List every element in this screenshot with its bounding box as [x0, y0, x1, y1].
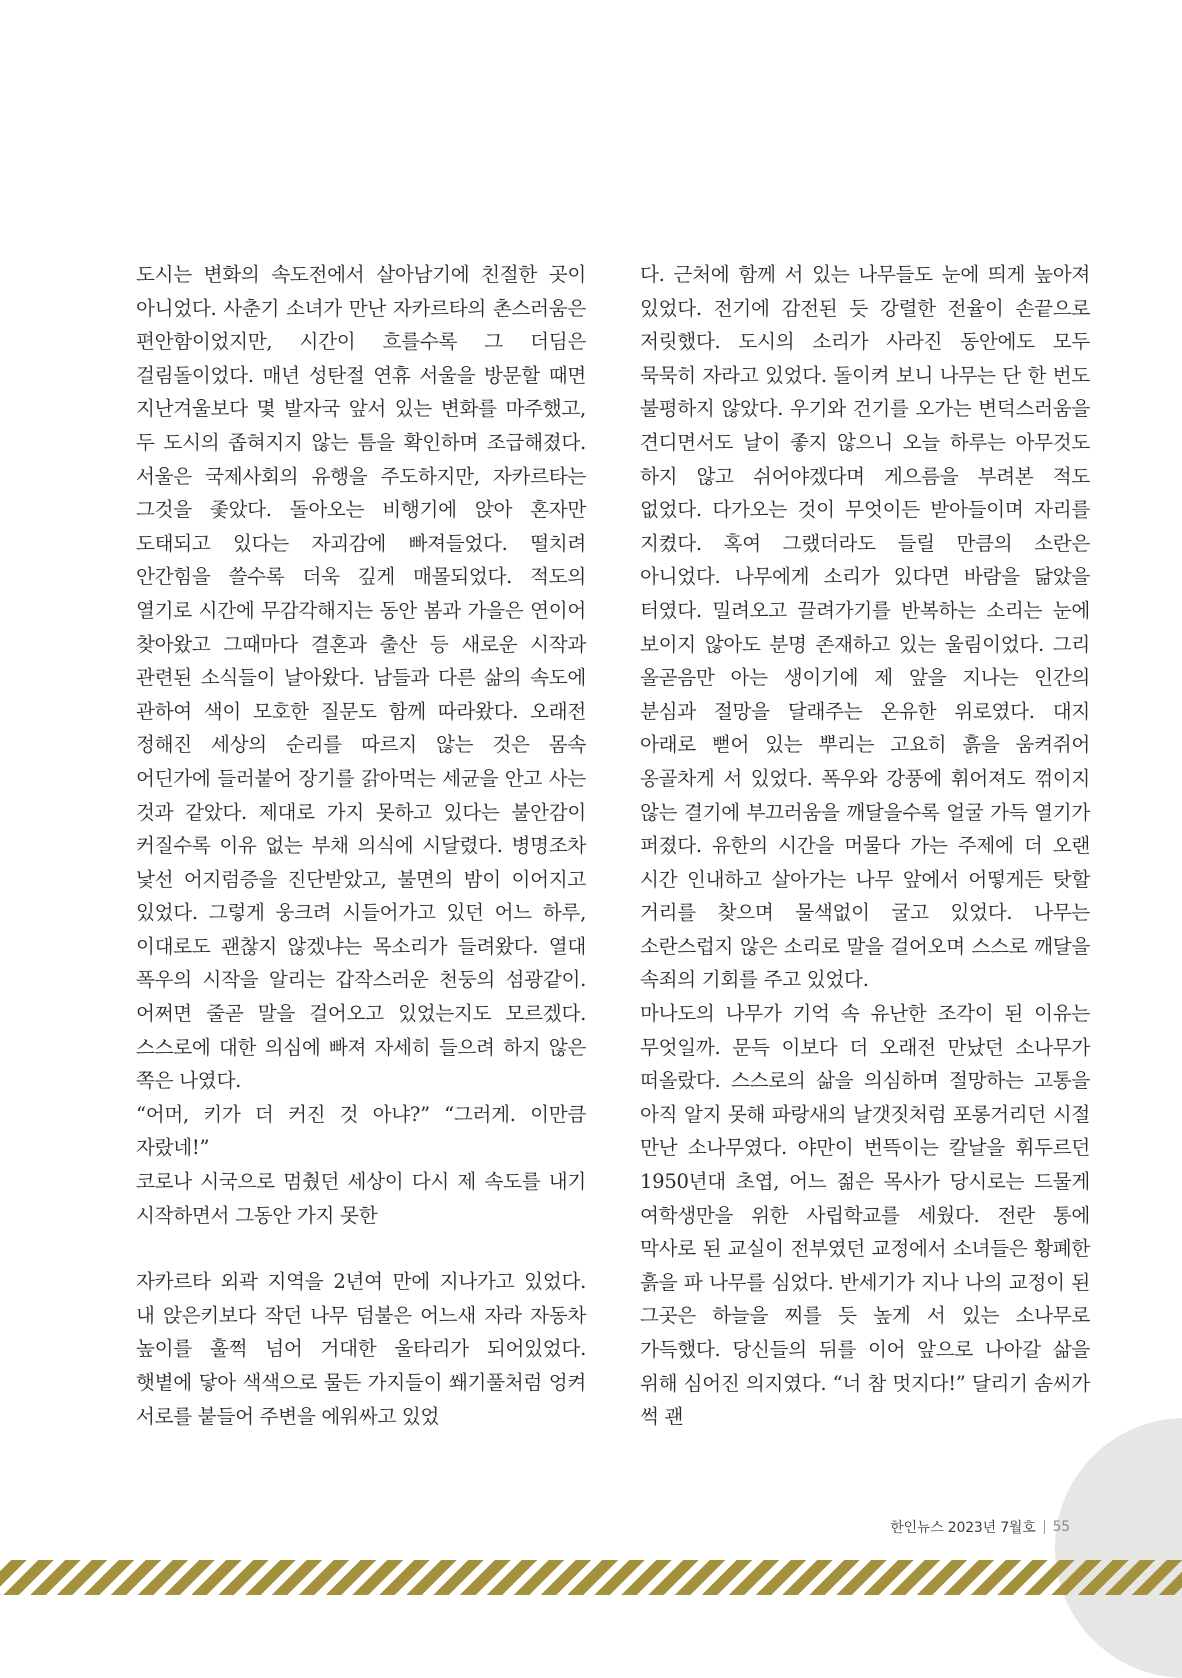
decorative-corner-circle [1052, 1418, 1182, 1678]
article-paragraph: 도시는 변화의 속도전에서 살아남기에 친절한 곳이 아니었다. 사춘기 소녀가 만난 자카르타의 촌스러움은 편안함이었지만, 시간이 흐를수록 그 더딤은 걸림돌이었다. 매년 성탄절 연휴 서울을 방문할 때면 지난겨울보다 몇 발자국 앞서 있는 변화를 마주했고, 두 도시의 좁혀지지 않는 틈을 확인하며 조급해졌다. 서울은 국제사회의 유행을 주도하지만, 자카르타는 그것을 좇았다. 돌아오는 비행기에 앉아 혼자만 도태되고 있다는 자괴감에 빠져들었다. 떨치려 안간힘을 쓸수록 더욱 깊게 매몰되었다. 적도의 열기로 시간에 무감각해지는 동안 봄과 가을은 연이어 찾아왔고 그때마다 결혼과 출산 등 새로운 시작과 관련된 소식들이 날아왔다. 남들과 다른 삶의 속도에 관하여 색이 모호한 질문도 함께 따라왔다. 오래전 정해진 세상의 순리를 따르지 않는 것은 몸속 어딘가에 들러붙어 장기를 갉아먹는 세균을 안고 사는 것과 같았다. 제대로 가지 못하고 있다는 불안감이 커질수록 이유 없는 부채 의식에 시달렸다. 병명조차 낯선 어지럼증을 진단받았고, 불면의 밤이 이어지고 있었다. 그렇게 웅크려 시들어가고 있던 어느 하루, 이대로도 괜찮지 않겠냐는 목소리가 들려왔다. 열대 폭우의 시작을 알리는 갑작스러운 천둥의 섬광같이. 어쩌면 줄곧 말을 걸어오고 있었는지도 모르겠다. 스스로에 대한 의심에 빠져 자세히 들으려 하지 않은 쪽은 나였다. [136, 263, 586, 1093]
publication-name: 한인뉴스 2023년 7월호 [890, 1520, 1036, 1536]
footer-divider [1044, 1520, 1045, 1534]
paragraph-gap [136, 1232, 586, 1265]
article-paragraph: 코로나 시국으로 멈췄던 세상이 다시 제 속도를 내기 시작하면서 그동안 가지 못한 [136, 1170, 586, 1227]
article-left-column [136, 258, 586, 1433]
article-paragraph: 자카르타 외곽 지역을 2년여 만에 지나가고 있었다. 내 앉은키보다 작던 나무 덤불은 어느새 자라 자동차 높이를 훌쩍 넘어 거대한 울타리가 되어있었다. 햇볕에 닿아 색색으로 물든 가지들이 쐐기풀처럼 엉켜 서로를 붙들어 주변을 에워싸고 있었 [136, 1270, 586, 1428]
article-paragraph: 마나도의 나무가 기억 속 유난한 조각이 된 이유는 무엇일까. 문득 이보다 더 오래전 만났던 소나무가 떠올랐다. 스스로의 삶을 의심하며 절망하는 고통을 아직 알지 못해 파랑새의 날갯짓처럼 포롱거리던 시절 만난 소나무였다. 야만이 번뜩이는 칼날을 휘두르던 1950년대 초엽, 어느 젊은 목사가 당시로는 드물게 여학생만을 위한 사립학교를 세웠다. 전란 통에 막사로 된 교실이 전부였던 교정에서 소녀들은 황폐한 흙을 파 나무를 심었다. 반세기가 지나 나의 교정이 된 그곳은 하늘을 찌를 듯 높게 서 있는 소나무로 가득했다. 당신들의 뒤를 이어 앞으로 나아갈 삶을 위해 심어진 의지였다. “너 참 멋지다!” 달리기 솜씨가 썩 괜 [640, 1002, 1090, 1429]
decorative-stripe-band [0, 1560, 1182, 1595]
article-paragraph: 다. 근처에 함께 서 있는 나무들도 눈에 띄게 높아져 있었다. 전기에 감전된 듯 강렬한 전율이 손끝으로 저릿했다. 도시의 소리가 사라진 동안에도 모두 묵묵히 자라고 있었다. 돌이켜 보니 나무는 단 한 번도 불평하지 않았다. 우기와 건기를 오가는 변덕스러움을 견디면서도 날이 좋지 않으니 오늘 하루는 아무것도 하지 않고 쉬어야겠다며 게으름을 부려본 적도 없었다. 다가오는 것이 무엇이든 받아들이며 자리를 지켰다. 혹여 그랬더라도 들릴 만큼의 소란은 아니었다. 나무에게 소리가 있다면 바람을 닮았을 터였다. 밀려오고 끌려가기를 반복하는 소리는 눈에 보이지 않아도 분명 존재하고 있는 울림이었다. 그리 올곧음만 아는 생이기에 제 앞을 지나는 인간의 분심과 절망을 달래주는 온유한 위로였다. 대지 아래로 뻗어 있는 뿌리는 고요히 흙을 움켜쥐어 옹골차게 서 있었다. 폭우와 강풍에 휘어져도 꺾이지 않는 결기에 부끄러움을 깨달을수록 얼굴 가득 열기가 퍼졌다. 유한의 시간을 머물다 가는 주제에 더 오랜 시간 인내하고 살아가는 나무 앞에서 어떻게든 탓할 거리를 찾으며 물색없이 굴고 있었다. 나무는 소란스럽지 않은 소리로 말을 걸어오며 스스로 깨달을 속죄의 기회를 주고 있었다. [640, 263, 1090, 992]
page-number: 55 [1052, 1519, 1070, 1535]
article-right-column [640, 258, 1090, 1434]
page-footer [890, 1517, 1070, 1537]
article-dialogue: “어머, 키가 더 커진 것 아냐?” “그러게. 이만큼 자랐네!” [136, 1102, 586, 1160]
